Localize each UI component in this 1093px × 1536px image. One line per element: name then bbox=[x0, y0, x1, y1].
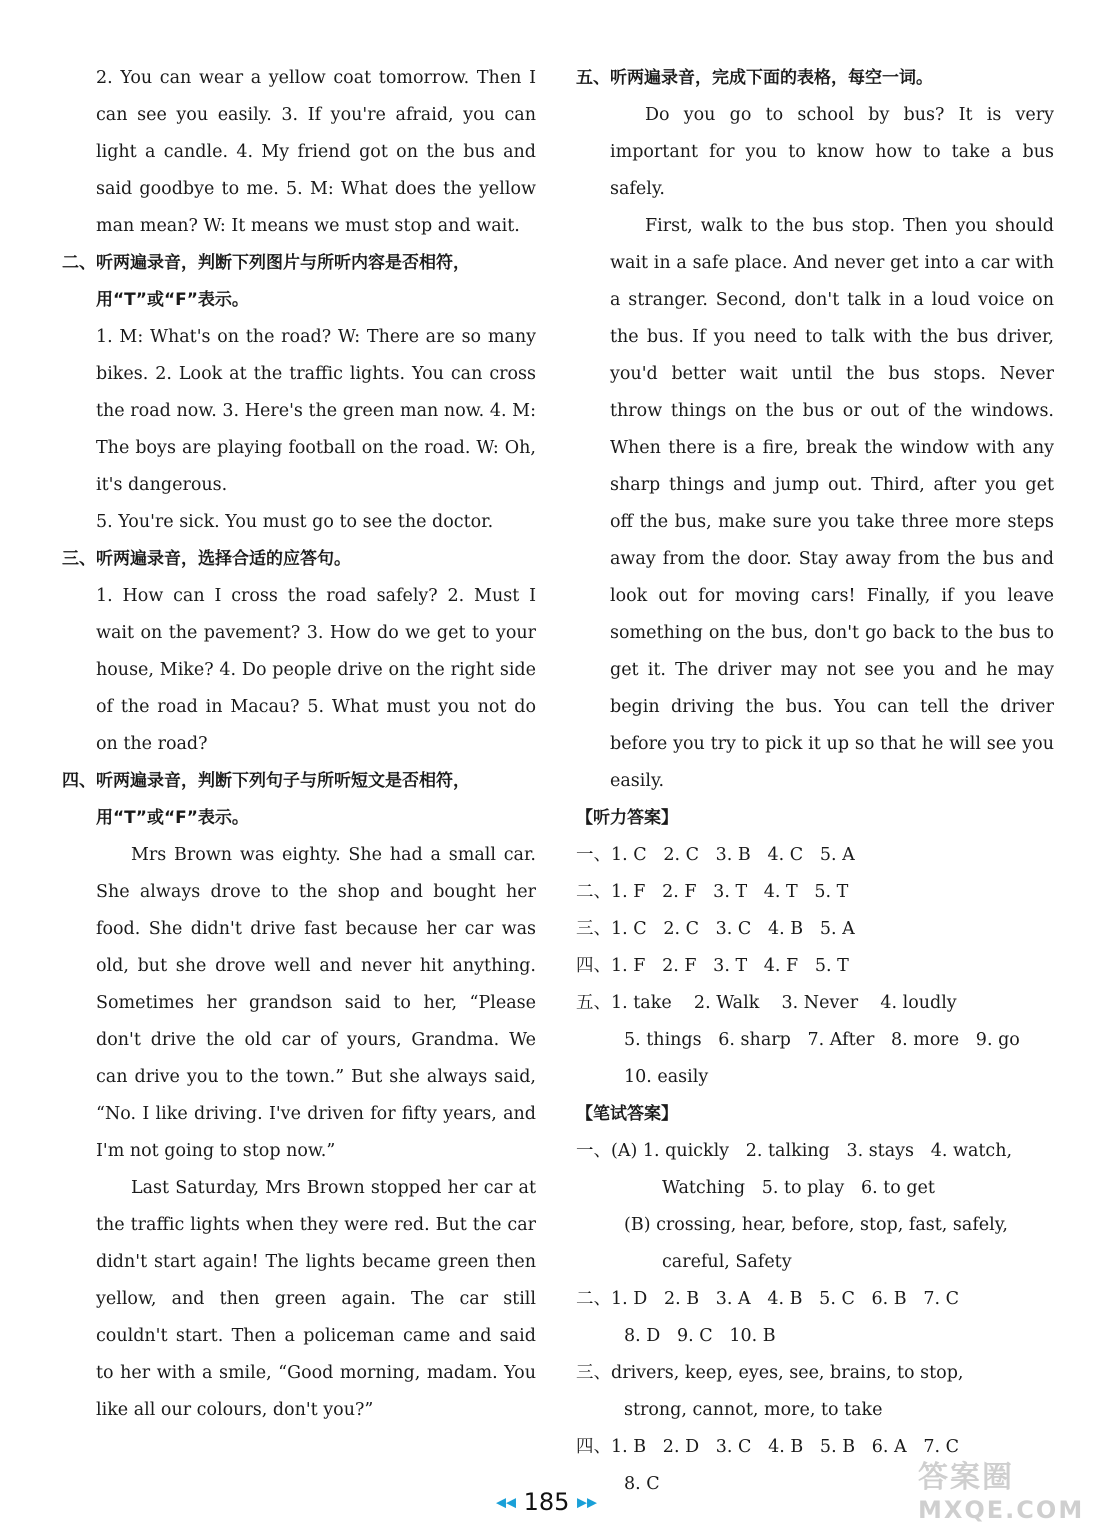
section-4-passage-para2: Last Saturday, Mrs Brown stopped her car at the traffic lights when they were red. But the car didn't start again! The lights became green then yellow, and then green again. The car still couldn't start. Then a policeman came and said to her with a smile, “Good morning, madam. You like all our colours, don't you?” bbox=[96, 1178, 536, 1420]
listening-answer-row: 四、1. F 2. F 3. T 4. F 5. T bbox=[576, 956, 849, 976]
section-4-heading: 四、听两遍录音，判断下列句子与所听短文是否相符，用“T”或“F”表示。 bbox=[62, 771, 470, 828]
watermark-top-text: 答案圈 bbox=[918, 1460, 1014, 1495]
right-column bbox=[576, 60, 1054, 1503]
section-3-transcript: 1. How can I cross the road safely? 2. Must I wait on the pavement? 3. How do we get to your house, Mike? 4. Do people drive on the right side of the road in Macau? 5. What must you not do on the road? bbox=[96, 586, 536, 754]
written-answer-1a: 一、(A) 1. quickly 2. talking 3. stays 4. watch, bbox=[576, 1141, 1013, 1161]
listening-answer-row: 五、1. take 2. Walk 3. Never 4. loudly bbox=[576, 993, 957, 1013]
section-5-passage-para1: Do you go to school by bus? It is very important for you to know how to take a bus safely. bbox=[610, 105, 1054, 199]
written-answer-4-cont: 8. C bbox=[624, 1474, 660, 1494]
listening-answers-title: 【听力答案】 bbox=[576, 808, 678, 828]
left-column bbox=[62, 60, 536, 1429]
listening-answer-row-cont: 5. things 6. sharp 7. After 8. more 9. go bbox=[624, 1030, 1020, 1050]
written-answer-4: 四、1. B 2. D 3. C 4. B 5. B 6. A 7. C bbox=[576, 1437, 959, 1457]
written-answer-1b-cont: careful, Safety bbox=[662, 1252, 792, 1272]
watermark-bottom-text: MXQE.COM bbox=[918, 1496, 1085, 1524]
listening-answer-row: 二、1. F 2. F 3. T 4. T 5. T bbox=[576, 882, 849, 902]
section-1-transcript-tail: 2. You can wear a yellow coat tomorrow. Then I can see you easily. 3. If you're afraid, you can light a candle. 4. My friend got on the bus and said goodbye to me. 5. M: What does the yellow man mean? W: It means we must stop and wait. bbox=[96, 68, 536, 236]
section-3-heading: 三、听两遍录音，选择合适的应答句。 bbox=[62, 549, 351, 569]
section-4-passage-para1: Mrs Brown was eighty. She had a small car. She always drove to the shop and bought her food. She didn't drive fast because her car was old, but she drove well and never hit anything. Sometimes her grandson said to her, “Please don't drive the old car of yours, Grandma. We can drive you to the town.” But she always said, “No. I like driving. I've driven for fifty years, and I'm not going to stop now.” bbox=[96, 845, 536, 1161]
written-answer-1a-cont: Watching 5. to play 6. to get bbox=[662, 1178, 935, 1198]
section-2-heading: 二、听两遍录音，判断下列图片与所听内容是否相符，用“T”或“F”表示。 bbox=[62, 253, 470, 310]
section-5-passage-para2: First, walk to the bus stop. Then you should wait in a safe place. And never get into a car with a stranger. Second, don't talk in a loud voice on the bus. If you need to talk with the bus driver, you'd better wait until the bus stops. Never throw things on the bus or out of the windows. When there is a fire, break the window with any sharp things and jump out. Third, after you get off the bus, make sure you take three more steps away from the door. Stay away from the bus and look out for moving cars! Finally, if you leave something on the bus, don't go back to the bus to get it. The driver may not see you and he may begin driving the bus. You can tell the driver before you try to pick it up so that he will see you easily. bbox=[610, 216, 1054, 791]
written-answer-3: 三、drivers, keep, eyes, see, brains, to stop, bbox=[576, 1363, 964, 1383]
arrow-left-icon: ◀◀ bbox=[495, 1495, 516, 1511]
page-number-text: 185 bbox=[523, 1488, 570, 1516]
written-answer-2: 二、1. D 2. B 3. A 4. B 5. C 6. B 7. C bbox=[576, 1289, 959, 1309]
section-2-transcript: 1. M: What's on the road? W: There are so many bikes. 2. Look at the traffic lights. You can cross the road now. 3. Here's the green man now. 4. M: The boys are playing football on the road. W: Oh, it's dangerous. bbox=[96, 327, 536, 495]
written-answer-1b: (B) crossing, hear, before, stop, fast, safely, bbox=[624, 1215, 1008, 1235]
section-5-heading: 五、听两遍录音，完成下面的表格，每空一词。 bbox=[576, 68, 933, 88]
written-answer-3-cont: strong, cannot, more, to take bbox=[624, 1400, 883, 1420]
listening-answer-row: 三、1. C 2. C 3. C 4. B 5. A bbox=[576, 919, 855, 939]
listening-answer-row-cont: 10. easily bbox=[624, 1067, 709, 1087]
watermark-logo bbox=[918, 1452, 1085, 1532]
written-answers-title: 【笔试答案】 bbox=[576, 1104, 678, 1124]
written-answer-2-cont: 8. D 9. C 10. B bbox=[624, 1326, 776, 1346]
listening-answer-row: 一、1. C 2. C 3. B 4. C 5. A bbox=[576, 845, 855, 865]
arrow-right-icon: ▶▶ bbox=[577, 1495, 598, 1511]
section-2-transcript-item5: 5. You're sick. You must go to see the doctor. bbox=[96, 512, 494, 532]
